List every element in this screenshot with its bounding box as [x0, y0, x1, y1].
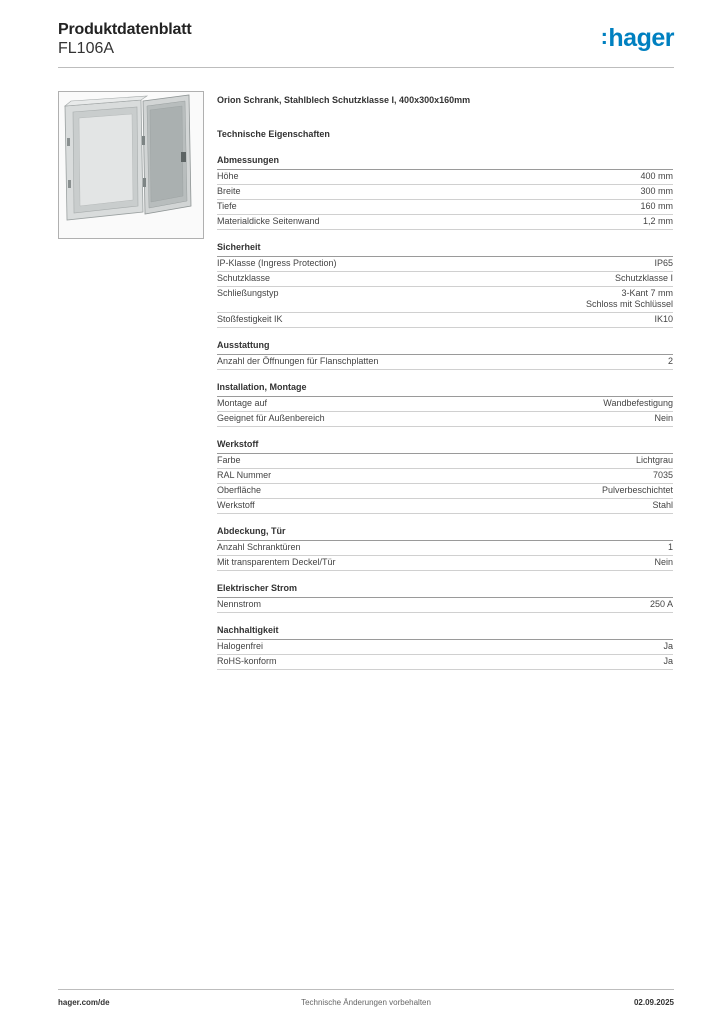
- footer-divider: [58, 989, 674, 990]
- spec-row: [217, 412, 673, 427]
- footer-website-link[interactable]: hager.com/de: [58, 998, 110, 1007]
- spec-group-werkstoff: [217, 439, 673, 514]
- spec-label: Farbe: [217, 455, 241, 465]
- cabinet-illustration: [59, 92, 203, 238]
- spec-label: RAL Nummer: [217, 470, 272, 480]
- spec-value: 1,2 mm: [642, 216, 673, 226]
- spec-value: 300 mm: [640, 186, 673, 196]
- spec-label: Mit transparentem Deckel/Tür: [217, 557, 336, 567]
- spec-value: Pulverbeschichtet: [601, 485, 673, 495]
- spec-group-ausstattung: [217, 340, 673, 370]
- group-title: Nachhaltigkeit: [217, 625, 673, 640]
- spec-label: Materialdicke Seitenwand: [217, 216, 320, 226]
- spec-row: [217, 200, 673, 215]
- spec-value: Nein: [654, 413, 673, 423]
- spec-label: Breite: [217, 186, 241, 196]
- spec-value: 7035: [652, 470, 673, 480]
- spec-value: Nein: [654, 557, 673, 567]
- spec-row: [217, 257, 673, 272]
- footer: [58, 998, 674, 1010]
- spec-label: Anzahl der Öffnungen für Flanschplatten: [217, 356, 379, 366]
- footer-notice: Technische Änderungen vorbehalten: [301, 998, 431, 1007]
- spec-value: Ja: [663, 656, 673, 666]
- logo-text: hager: [608, 24, 674, 52]
- spec-label: Schließungstyp: [217, 288, 279, 298]
- page-title: Produktdatenblatt: [58, 21, 192, 38]
- spec-value: 400 mm: [640, 171, 673, 181]
- spec-label: Schutzklasse: [217, 273, 271, 283]
- spec-value: 160 mm: [640, 201, 673, 211]
- spec-label: Anzahl Schranktüren: [217, 542, 301, 552]
- spec-row: [217, 215, 673, 230]
- spec-row: [217, 556, 673, 571]
- spec-value: 250 A: [649, 599, 673, 609]
- header-divider: [58, 67, 674, 68]
- spec-value: Ja: [663, 641, 673, 651]
- spec-row: [217, 272, 673, 287]
- spec-row: [217, 598, 673, 613]
- spec-value: 1: [667, 542, 673, 552]
- spec-label: Geeignet für Außenbereich: [217, 413, 325, 423]
- spec-label: RoHS-konform: [217, 656, 277, 666]
- spec-label: Werkstoff: [217, 500, 255, 510]
- spec-value: 2: [667, 356, 673, 366]
- spec-value: Lichtgrau: [635, 455, 673, 465]
- header: [58, 21, 674, 67]
- product-image: [58, 91, 204, 239]
- spec-group-abmessungen: [217, 155, 673, 230]
- spec-group-installation: [217, 382, 673, 427]
- spec-value: Schutzklasse I: [614, 273, 673, 283]
- spec-label: Nennstrom: [217, 599, 262, 609]
- spec-row: [217, 469, 673, 484]
- spec-value: 3-Kant 7 mm Schloss mit Schlüssel: [585, 288, 673, 309]
- group-title: Werkstoff: [217, 439, 673, 454]
- spec-row: [217, 170, 673, 185]
- spec-label: Oberfläche: [217, 485, 262, 495]
- spec-row: [217, 287, 673, 313]
- spec-value: IK10: [654, 314, 673, 324]
- hager-logo: :hager: [600, 24, 674, 52]
- group-title: Elektrischer Strom: [217, 583, 673, 598]
- spec-row: [217, 484, 673, 499]
- spec-label: Tiefe: [217, 201, 237, 211]
- group-title: Sicherheit: [217, 242, 673, 257]
- spec-content: [217, 95, 673, 670]
- section-title: Technische Eigenschaften: [217, 129, 330, 139]
- spec-value: Stahl: [652, 500, 673, 510]
- spec-group-nachhaltigkeit: [217, 625, 673, 670]
- spec-value: IP65: [654, 258, 673, 268]
- group-title: Abmessungen: [217, 155, 673, 170]
- group-title: Installation, Montage: [217, 382, 673, 397]
- spec-label: Höhe: [217, 171, 239, 181]
- product-code: FL106A: [58, 40, 115, 57]
- group-title: Abdeckung, Tür: [217, 526, 673, 541]
- product-description: Orion Schrank, Stahlblech Schutzklasse I, 400x300x160mm: [217, 95, 471, 105]
- spec-row: [217, 454, 673, 469]
- spec-row: [217, 541, 673, 556]
- spec-group-sicherheit: [217, 242, 673, 328]
- spec-value: Wandbefestigung: [603, 398, 673, 408]
- spec-row: [217, 655, 673, 670]
- spec-row: [217, 313, 673, 328]
- group-title: Ausstattung: [217, 340, 673, 355]
- spec-label: Stoßfestigkeit IK: [217, 314, 283, 324]
- spec-label: Halogenfrei: [217, 641, 264, 651]
- spec-label: Montage auf: [217, 398, 268, 408]
- spec-row: [217, 640, 673, 655]
- spec-row: [217, 355, 673, 370]
- footer-date: 02.09.2025: [633, 998, 674, 1007]
- spec-group-strom: [217, 583, 673, 613]
- spec-row: [217, 185, 673, 200]
- spec-row: [217, 397, 673, 412]
- spec-row: [217, 499, 673, 514]
- spec-label: IP-Klasse (Ingress Protection): [217, 258, 337, 268]
- spec-group-abdeckung: [217, 526, 673, 571]
